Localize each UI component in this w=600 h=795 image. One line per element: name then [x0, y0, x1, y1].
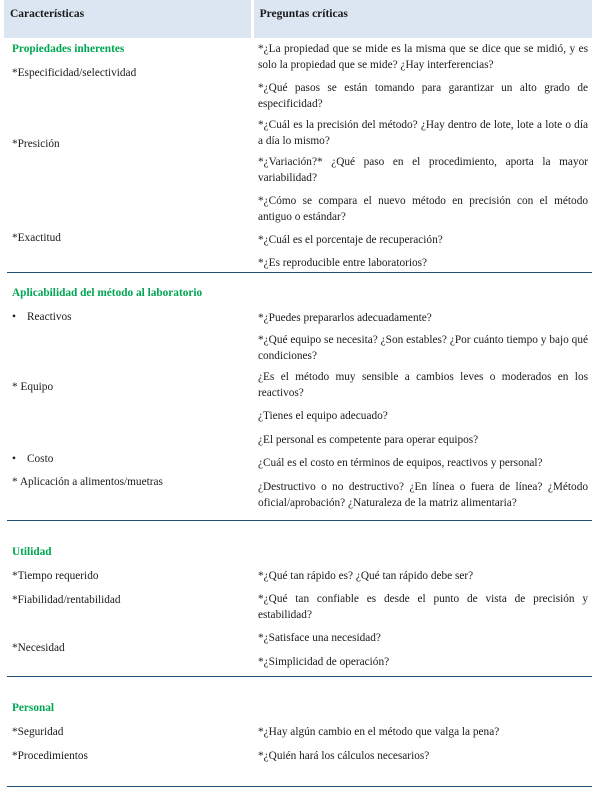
question: *¿Satisface una necesidad?	[258, 632, 381, 644]
bullet: •	[12, 453, 16, 465]
question: *¿Hay algún cambio en el método que valga la pena?	[258, 726, 500, 738]
characteristic-tiempo: *Tiempo requerido	[12, 570, 99, 582]
question: *¿La propiedad que se mide es la misma que se dice que se midió, y es solo la propiedad que se mide? ¿Hay interferencias?	[258, 43, 588, 71]
characteristic-costo: Costo	[27, 453, 54, 465]
section-title-utilidad: Utilidad	[12, 546, 52, 558]
question: ¿Cuál es el costo en términos de equipos, reactivos y personal?	[258, 457, 543, 469]
question: *¿Cuál es el porcentaje de recuperación?	[258, 234, 443, 246]
characteristic-necesidad: *Necesidad	[12, 642, 65, 654]
question: *¿Es reproducible entre laboratorios?	[258, 257, 428, 269]
question: *¿Puedes prepararlos adecuadamente?	[258, 312, 432, 324]
section-title-aplicabilidad: Aplicabilidad del método al laboratorio	[12, 287, 203, 299]
question: *¿Simplicidad de operación?	[258, 656, 390, 668]
question: *¿Quién hará los cálculos necesarios?	[258, 750, 430, 762]
characteristic-especificidad: *Especificidad/selectividad	[12, 67, 137, 79]
characteristic-aplicacion: * Aplicación a alimentos/muetras	[12, 476, 163, 488]
section-divider	[7, 676, 592, 677]
bullet: •	[12, 311, 16, 323]
question: ¿Tienes el equipo adecuado?	[258, 410, 388, 422]
question: ¿Es el método muy sensible a cambios leves o moderados en los reactivos?	[258, 371, 588, 399]
header-preguntas-criticas: Preguntas críticas	[254, 0, 592, 38]
section-divider	[7, 520, 592, 521]
question: *¿Qué equipo se necesita? ¿Son estables? ¿Por cuánto tiempo y bajo qué condiciones?	[258, 334, 588, 362]
characteristic-exactitud: *Exactitud	[12, 232, 61, 244]
header-caracteristicas: Características	[4, 0, 251, 38]
characteristic-equipo: * Equipo	[12, 381, 54, 393]
table-header	[4, 0, 592, 38]
section-title-propiedades: Propiedades inherentes	[12, 43, 125, 55]
section-divider	[7, 272, 592, 273]
question: ¿Destructivo o no destructivo? ¿En línea o fuera de línea? ¿Método oficial/aprobación? ¿Naturaleza de la matriz alimentaria?	[258, 481, 588, 509]
section-title-personal: Personal	[12, 702, 55, 714]
question: ¿El personal es competente para operar equipos?	[258, 434, 479, 446]
section-divider	[7, 786, 592, 787]
question: *¿Qué pasos se están tomando para garantizar un alto grado de especificidad?	[258, 82, 588, 110]
characteristic-reactivos: Reactivos	[27, 311, 72, 323]
characteristic-seguridad: *Seguridad	[12, 726, 64, 738]
characteristic-procedimientos: *Procedimientos	[12, 750, 88, 762]
question: *¿Qué tan confiable es desde el punto de vista de precisión y estabilidad?	[258, 593, 588, 621]
question: *¿Qué tan rápido es? ¿Qué tan rápido debe ser?	[258, 570, 474, 582]
question: *¿Cuál es la precisión del método? ¿Hay dentro de lote, lote a lote o día a día lo mismo?	[258, 119, 588, 147]
characteristic-presicion: *Presición	[12, 138, 60, 150]
question: *¿Variación?* ¿Qué paso en el procedimiento, aporta la mayor variabilidad?	[258, 156, 588, 184]
question: *¿Cómo se compara el nuevo método en precisión con el método antiguo o estándar?	[258, 195, 588, 223]
characteristic-fiabilidad: *Fiabilidad/rentabilidad	[12, 594, 121, 606]
